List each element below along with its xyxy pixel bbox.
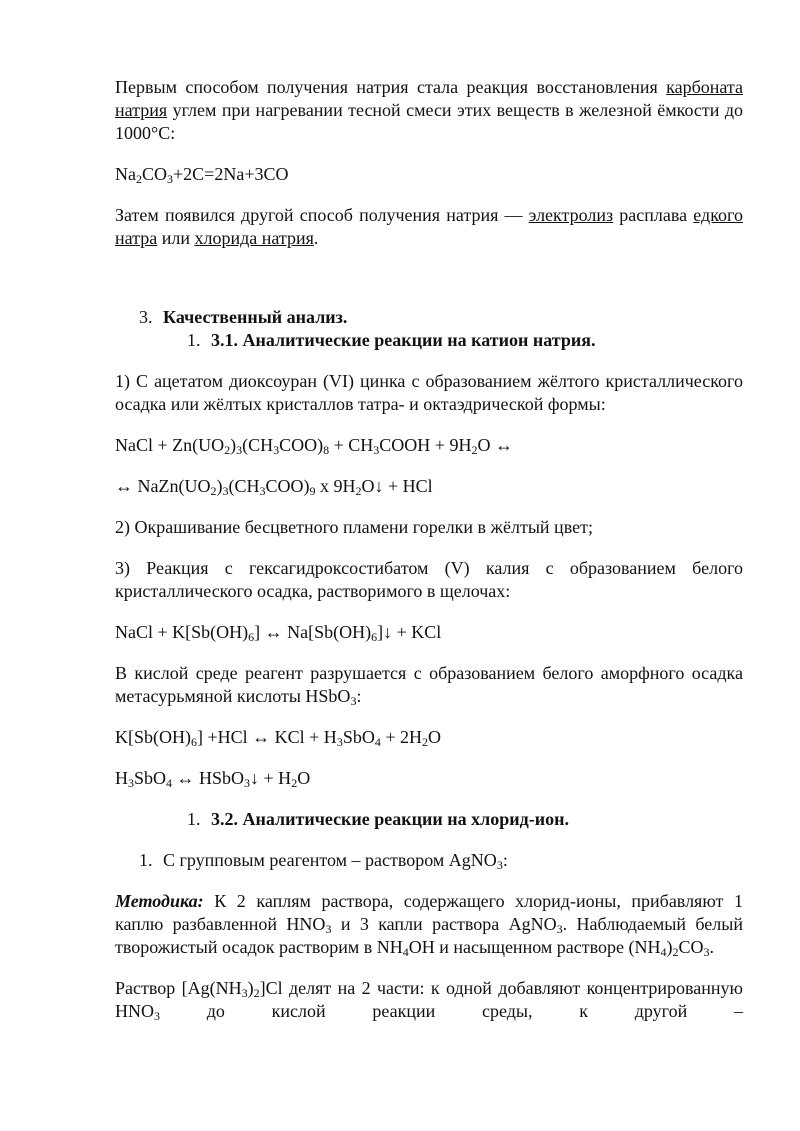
section-heading-qualitative-analysis: 3. Качественный анализ. bbox=[139, 307, 348, 327]
list-item-group-reagent: 1. С групповым реагентом – раствором AgNO$_3$: bbox=[139, 850, 508, 872]
list-item-antimonate: 3) Реакция с гексагидроксостибатом (V) калия с образованием белого кристаллического осадка, растворимого в щелочах: bbox=[115, 558, 743, 601]
equation-acid-decomposition: $K[Sb(OH)_6] +HCl$ ↔ KCl + $H_3SbO_4 + 2H_2O$ bbox=[115, 727, 441, 749]
list-item-flame-test: 2) Окрашивание бесцветного пламени горелки в жёлтый цвет; bbox=[115, 517, 593, 537]
method-label: Методика: bbox=[115, 891, 204, 911]
paragraph-electrolysis: Затем появился другой способ получения натрия — электролиз расплава едкого натра или хлорида натрия. bbox=[115, 205, 743, 248]
paragraph-solution-split: Раствор $[Ag(NH_3)_2]Cl$ делят на 2 части: к одной добавляют концентрированную $HNO_3$ до кислой реакции среды, к другой – bbox=[115, 978, 743, 1023]
link-sodium-chloride[interactable]: хлорида натрия bbox=[194, 228, 314, 248]
equation-zinc-uranyl-2: ↔ $NaZn(UO_2)_3(CH_3COO)_9$ x $9H_2O↓$ + HCl bbox=[115, 476, 433, 498]
equation-carbonate-reduction: $Na_2CO_3+2C=2Na+3CO$ bbox=[115, 164, 289, 186]
text: Первым способом получения натрия стала реакция восстановления bbox=[115, 77, 667, 97]
equation-metaantimonic-acid: $H_3SbO_4$ ↔ HSbO$_3$↓ + $H_2O$ bbox=[115, 768, 311, 790]
equation-zinc-uranyl-1: NaCl + $Zn(UO_2)_3(CH_3COO)_8$ + $CH_3COOH + 9H_2O$ ↔ bbox=[115, 435, 513, 457]
subsection-heading-sodium-cation: 1. 3.1. Аналитические реакции на катион натрия. bbox=[187, 330, 596, 350]
document-page bbox=[115, 76, 743, 1023]
link-sodium-carbonate[interactable]: карбоната натрия bbox=[115, 77, 743, 120]
paragraph-method: Методика: К 2 каплям раствора, содержащего хлорид-ионы, прибавляют 1 каплю разбавленной $HNO_3$ и 3 капли раствора AgNO$_3$. Наблюдаемый белый творожистый осадок растворим в $NH_4OH$ и насыщенном растворе $(NH_4)_2CO_3$. bbox=[115, 891, 744, 959]
link-electrolysis[interactable]: электролиз bbox=[528, 205, 614, 225]
link-caustic-soda[interactable]: едкого натра bbox=[115, 205, 743, 248]
equation-antimonate: NaCl + $K[Sb(OH)_6]$ ↔ $Na[Sb(OH)_6]↓$ + KCl bbox=[115, 622, 442, 644]
text: углем при нагревании тесной смеси этих веществ в железной ёмкости до 1000°С: bbox=[115, 100, 743, 143]
paragraph-sodium-production bbox=[115, 76, 743, 145]
list-item-zinc-uranyl-acetate: 1) С ацетатом диоксоуран (VI) цинка с образованием жёлтого кристаллического осадка или жёлтых кристаллов татра- и октаэдрической формы: bbox=[115, 371, 743, 414]
subsection-heading-chloride-ion: 1. 3.2. Аналитические реакции на хлорид-ион. bbox=[187, 809, 569, 829]
paragraph-acid-medium: В кислой среде реагент разрушается с образованием белого аморфного осадка метасурьмяной кислоты HSbO$_3$: bbox=[115, 663, 743, 708]
